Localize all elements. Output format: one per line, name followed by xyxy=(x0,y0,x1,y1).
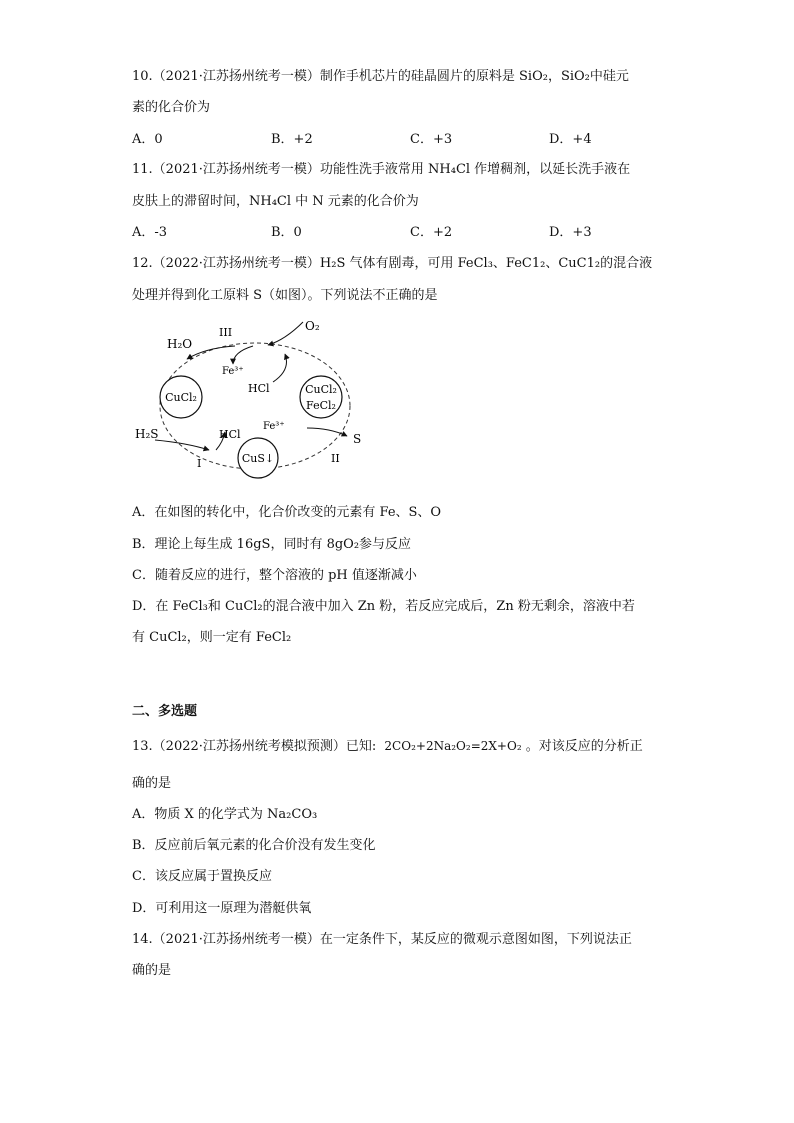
hcl-top-label: HCl xyxy=(248,382,270,395)
q11-option-c: C．+2 xyxy=(410,225,453,240)
hcl-top-arrow xyxy=(273,354,287,382)
cucl2-label: CuCl₂ xyxy=(165,391,197,404)
roman-two-label: II xyxy=(331,452,340,465)
fe3-bottom-label: Fe³⁺ xyxy=(263,421,285,432)
o2-arrow xyxy=(268,322,303,345)
q12-stem-line2: 处理并得到化工原料 S（如图）。下列说法不正确的是 xyxy=(132,288,438,303)
q10-option-a: A．0 xyxy=(132,132,163,147)
h2o-label: H₂O xyxy=(167,337,193,351)
q12-option-d-line2: 有 CuCl₂，则一定有 FeCl₂ xyxy=(132,630,292,645)
h2o-arrow xyxy=(187,346,235,359)
q12-cycle-diagram xyxy=(125,310,385,485)
q11-option-b: B．0 xyxy=(271,225,302,240)
o2-label: O₂ xyxy=(305,319,320,333)
q11-options xyxy=(132,224,692,242)
q13-stem-prefix: 13.（2022·江苏扬州统考模拟预测）已知: xyxy=(132,739,377,754)
q14-stem-line1: 14.（2021·江苏扬州统考一模）在一定条件下，某反应的微观示意图如图，下列说法正 xyxy=(132,932,632,947)
q12-option-d-line1: D．在 FeCl₃和 CuCl₂的混合液中加入 Zn 粉，若反应完成后，Zn 粉无剩余，溶液中若 xyxy=(132,599,635,614)
q10-stem-line2: 素的化合价为 xyxy=(132,100,211,115)
q12-option-c: C．随着反应的进行，整个溶液的 pH 值逐渐减小 xyxy=(132,568,417,583)
q13-option-d: D．可利用这一原理为潜艇供氧 xyxy=(132,901,312,916)
q13-stem-line2: 确的是 xyxy=(132,776,172,791)
q10-option-d: D．+4 xyxy=(549,132,592,147)
q12-option-a: A．在如图的转化中，化合价改变的元素有 Fe、S、O xyxy=(132,505,442,520)
fe3-top-label: Fe³⁺ xyxy=(222,366,244,377)
q11-stem-line2: 皮肤上的滞留时间，NH₄Cl 中 N 元素的化合价为 xyxy=(132,194,419,209)
q11-stem-line1: 11.（2021·江苏扬州统考一模）功能性洗手液常用 NH₄Cl 作增稠剂，以延长洗手液在 xyxy=(132,162,631,177)
h2s-arrow xyxy=(155,440,209,450)
q13-equation: 2CO₂+2Na₂O₂=2X+O₂ xyxy=(384,739,522,753)
q13-option-a: A．物质 X 的化学式为 Na₂CO₃ xyxy=(132,807,318,822)
q10-stem-line1: 10.（2021·江苏扬州统考一模）制作手机芯片的硅晶圆片的原料是 SiO₂，SiO₂中硅元 xyxy=(132,69,629,84)
q13-option-c: C．该反应属于置换反应 xyxy=(132,869,272,884)
q10-option-c: C．+3 xyxy=(410,132,453,147)
hcl-bottom-label: HCl xyxy=(219,428,241,441)
h2s-label: H₂S xyxy=(135,427,159,441)
q12-stem-line1: 12.（2022·江苏扬州统考一模）H₂S 气体有剧毒，可用 FeCl₃、FeC1₂、CuC1₂的混合液 xyxy=(132,256,653,271)
cucl2-right-label: CuCl₂ xyxy=(305,383,337,396)
fe3-top-arrow xyxy=(233,346,253,364)
section-heading: 二、多选题 xyxy=(132,704,198,719)
fecl2-right-label: FeCl₂ xyxy=(306,399,336,412)
q10-options xyxy=(132,131,692,149)
q13-option-b: B．反应前后氧元素的化合价没有发生变化 xyxy=(132,838,376,853)
q13-stem-line1 xyxy=(132,737,643,756)
cus-label: CuS↓ xyxy=(241,452,275,465)
s-label: S xyxy=(353,432,362,446)
q13-stem-suffix: 。对该反应的分析正 xyxy=(525,739,643,754)
q11-option-d: D．+3 xyxy=(549,225,592,240)
roman-three-label: III xyxy=(219,326,233,339)
q12-option-b: B．理论上每生成 16gS，同时有 8gO₂参与反应 xyxy=(132,537,412,552)
q14-stem-line2: 确的是 xyxy=(132,963,172,978)
q11-option-a: A．-3 xyxy=(132,225,168,240)
roman-one-label: I xyxy=(197,457,202,470)
q10-option-b: B．+2 xyxy=(271,132,313,147)
